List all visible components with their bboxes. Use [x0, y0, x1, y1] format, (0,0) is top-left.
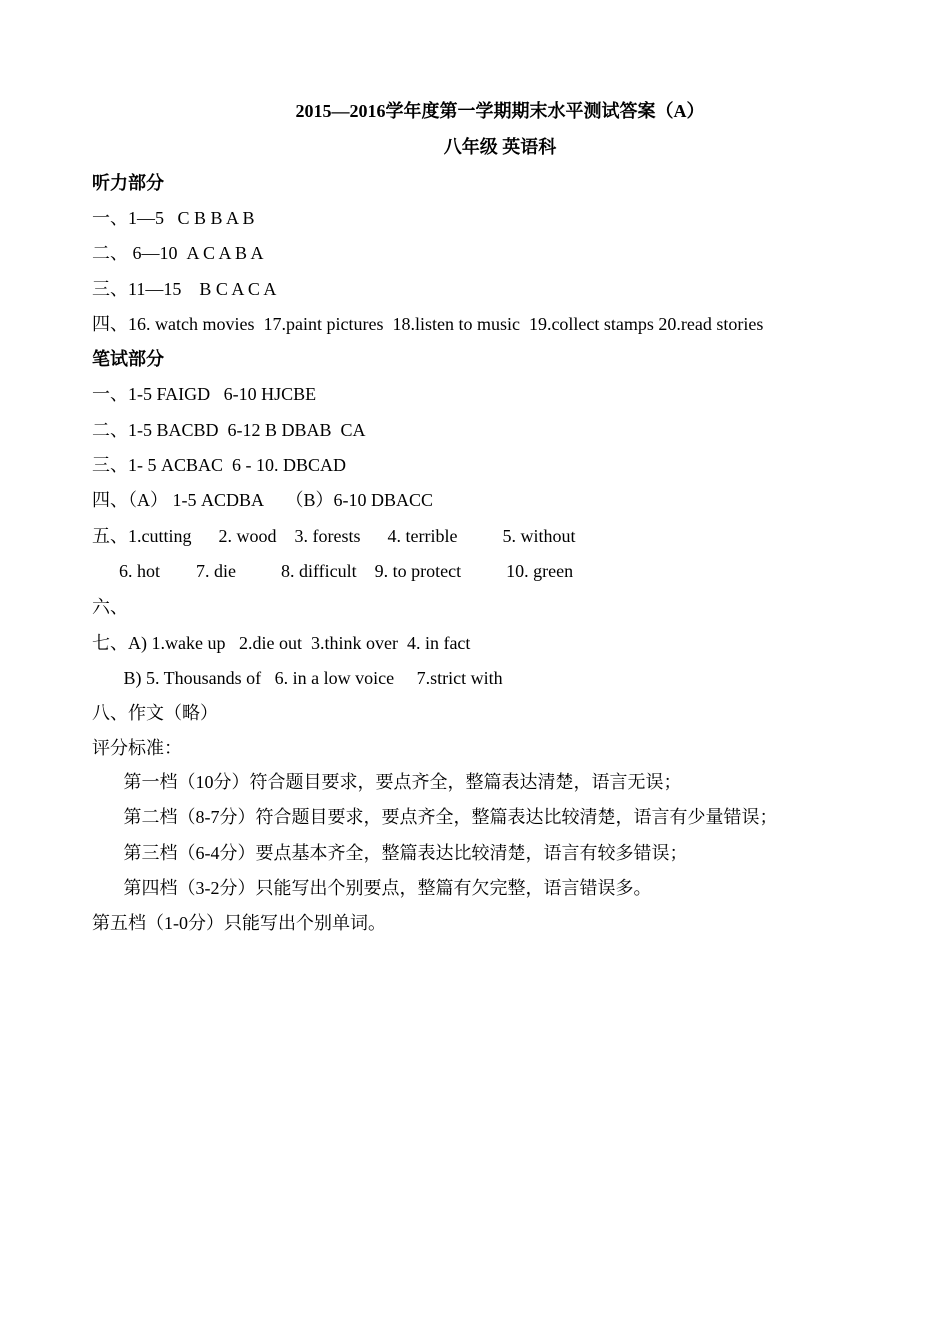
document-title: 2015—2016学年度第一学期期末水平测试答案（A）	[295, 101, 705, 121]
answer-line: 一、1-5 FAIGD 6-10 HJCBE	[92, 384, 317, 404]
answer-line: 五、1.cutting 2. wood 3. forests 4. terrible 5. without	[92, 526, 576, 546]
listening-heading: 听力部分	[92, 173, 164, 193]
scoring-line: 第三档（6-4分）要点基本齐全，整篇表达比较清楚，语言有较多错误；	[92, 843, 688, 863]
answer-line: 一、1—5 C B B A B	[92, 208, 255, 228]
scoring-line: 第四档（3-2分）只能写出个别要点，整篇有欠完整，语言错误多。	[92, 878, 652, 898]
scoring-line: 第二档（8-7分）符合题目要求，要点齐全，整篇表达比较清楚，语言有少量错误；	[92, 807, 778, 827]
answer-line: 二、1-5 BACBD 6-12 B DBAB CA	[92, 420, 366, 440]
scoring-heading: 评分标准：	[92, 738, 182, 758]
answer-line: 四、16. watch movies 17.paint pictures 18.listen to music 19.collect stamps 20.read stories	[92, 314, 764, 334]
answer-line: 七、A) 1.wake up 2.die out 3.think over 4. in fact	[92, 633, 471, 653]
answer-line: 八、作文（略）	[92, 703, 218, 723]
answer-line: 六、	[92, 597, 128, 617]
answer-line: 四、（A） 1-5 ACDBA （B）6-10 DBACC	[92, 490, 434, 510]
answer-line: 二、 6—10 A C A B A	[92, 243, 264, 263]
answer-line: 三、1- 5 ACBAC 6 - 10. DBCAD	[92, 455, 347, 475]
answer-line: 三、11—15 B C A C A	[92, 279, 277, 299]
answer-line: B) 5. Thousands of 6. in a low voice 7.strict with	[92, 668, 503, 688]
document-subtitle: 八年级 英语科	[443, 137, 557, 157]
answer-line: 6. hot 7. die 8. difficult 9. to protect 10. green	[92, 561, 574, 581]
written-heading: 笔试部分	[92, 349, 164, 369]
scoring-line: 第五档（1-0分）只能写出个别单词。	[92, 913, 386, 933]
scoring-line: 第一档（10分）符合题目要求，要点齐全，整篇表达清楚，语言无误；	[92, 772, 682, 792]
